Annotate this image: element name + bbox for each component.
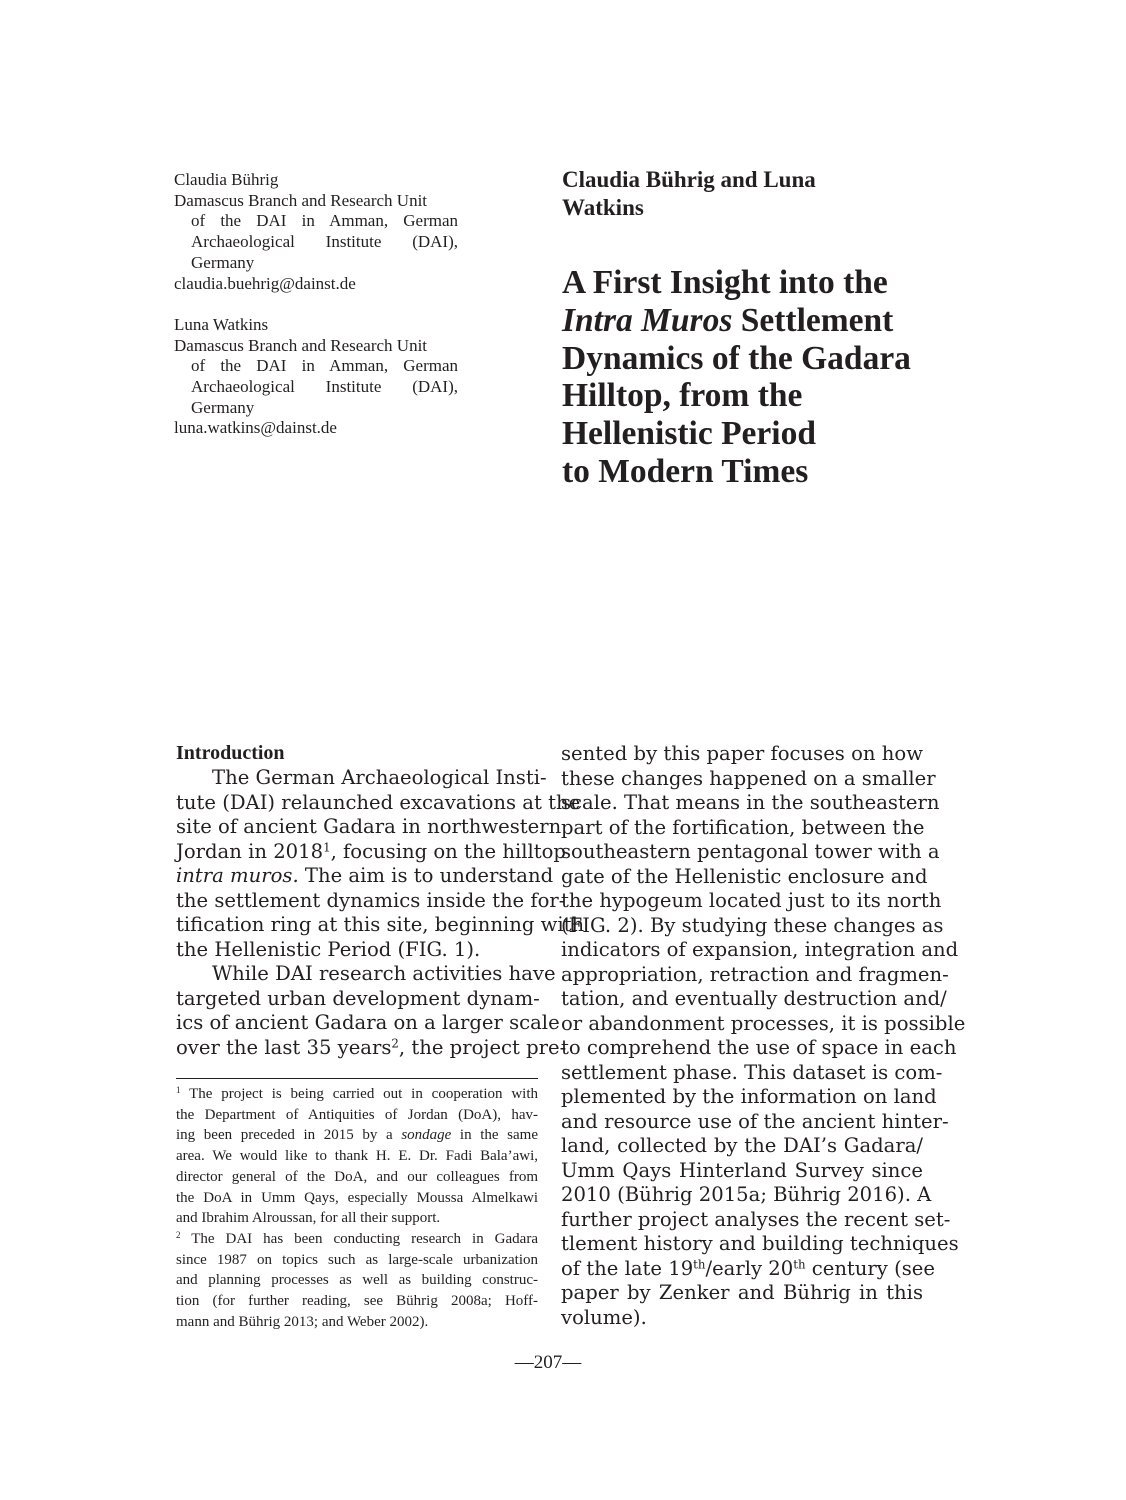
- body-line: tification ring at this site, beginning with: [176, 913, 585, 936]
- superscript: th: [793, 1257, 806, 1272]
- text-run: The DAI has been conducting research in Gadara: [180, 1230, 538, 1247]
- authors-header-line: Watkins: [562, 195, 644, 220]
- title-italic: Intra Muros: [562, 301, 733, 339]
- footnote-line: and planning processes as well as building construc-: [176, 1272, 538, 1289]
- right-column: [561, 742, 966, 1330]
- footnote-ref[interactable]: 1: [323, 840, 331, 855]
- title-line: [562, 302, 942, 340]
- footnote-line: mann and Bührig 2013; and Weber 2002).: [176, 1313, 429, 1330]
- body-line: tute (DAI) relaunched excavations at the: [176, 790, 581, 814]
- italic-term: sondage: [401, 1127, 452, 1144]
- footnote-marker: 1: [176, 1085, 181, 1096]
- title-line: A First Insight into the: [562, 264, 888, 301]
- body-line: the Hellenistic Period (FIG. 1).: [176, 937, 481, 961]
- body-line: southeastern pentagonal tower with a: [561, 840, 940, 863]
- footnotes: [176, 1084, 538, 1332]
- body-line: Umm Qays Hinterland Survey since: [561, 1158, 923, 1182]
- body-line: the hypogeum located just to its north: [561, 889, 942, 912]
- title-line: Hellenistic Period: [562, 415, 816, 453]
- authors-header: [562, 166, 922, 222]
- footnote-line: [176, 1229, 538, 1250]
- body-line: While DAI research activities have: [212, 962, 556, 985]
- text-run: century (see: [805, 1256, 935, 1280]
- article-title: [562, 264, 942, 491]
- body-line: plemented by the information on land: [561, 1085, 937, 1108]
- body-line: [561, 1256, 935, 1282]
- title-line: Dynamics of the Gadara: [562, 339, 911, 377]
- footnote-line: the Department of Antiquities of Jordan (DoA), hav-: [176, 1106, 538, 1123]
- body-line: and resource use of the ancient hinter-: [561, 1109, 949, 1133]
- body-line: further project analyses the recent set-: [561, 1207, 951, 1231]
- body-line: tation, and eventually destruction and/: [561, 987, 947, 1010]
- body-line: settlement phase. This dataset is com-: [561, 1060, 943, 1084]
- footnote-line: area. We would like to thank H. E. Dr. Fadi Bala’awi,: [176, 1148, 538, 1165]
- body-line: indicators of expansion, integration and: [561, 938, 959, 961]
- affiliation-line: Germany: [191, 397, 255, 417]
- body-line: [176, 1035, 567, 1061]
- left-column: [176, 766, 585, 1060]
- author-name: Luna Watkins: [174, 314, 269, 334]
- title-line-rest: Settlement: [732, 301, 894, 339]
- text-run: ing been preceded in 2015 by a: [176, 1127, 402, 1144]
- text-run: The project is being carried out in cooperation with: [180, 1086, 538, 1102]
- text-run: of the late 19: [561, 1256, 694, 1280]
- affiliation-watkins: [174, 315, 458, 439]
- footnote-line: director general of the DoA, and our colleagues from: [176, 1168, 538, 1185]
- body-line: gate of the Hellenistic enclosure and: [561, 864, 928, 888]
- body-line: [176, 839, 566, 865]
- footnote-line: the DoA in Umm Qays, especially Moussa Almelkawi: [176, 1189, 538, 1206]
- body-line: (FIG. 2). By studying these changes as: [561, 913, 944, 937]
- affiliation-buehrig: [174, 170, 458, 294]
- section-heading: Introduction: [176, 742, 285, 764]
- body-line: ics of ancient Gadara on a larger scale: [176, 1011, 560, 1034]
- affiliation-line: of the DAI in Amman, German: [191, 211, 458, 231]
- body-line: scale. That means in the southeastern: [561, 791, 940, 814]
- title-line: Hilltop, from the: [562, 377, 803, 415]
- author-email[interactable]: luna.watkins@dainst.de: [174, 418, 337, 438]
- footnote-line: and Ibrahim Alroussan, for all their support.: [176, 1210, 441, 1227]
- page-number: —207—: [514, 1352, 582, 1373]
- body-line: The German Archaeological Insti-: [212, 766, 547, 789]
- body-line: volume).: [561, 1305, 647, 1329]
- superscript: th: [693, 1257, 706, 1272]
- text-run: over the last 35 years: [176, 1035, 392, 1059]
- body-line: these changes happened on a smaller: [561, 766, 936, 790]
- affiliation-line: Germany: [191, 252, 255, 272]
- body-line: tlement history and building techniques: [561, 1232, 959, 1255]
- affiliations: [174, 170, 458, 439]
- body-line: the settlement dynamics inside the for-: [176, 888, 566, 912]
- footnote-line: tion (for further reading, see Bührig 2008a; Hoff-: [176, 1293, 538, 1310]
- body-line: part of the fortification, between the: [561, 815, 925, 839]
- body-line: [176, 864, 554, 889]
- body-line: land, collected by the DAI’s Gadara/: [561, 1134, 923, 1157]
- author-name: Claudia Bührig: [174, 170, 279, 189]
- affiliation-line: Damascus Branch and Research Unit: [174, 190, 428, 210]
- body-line: targeted urban development dynam-: [176, 986, 540, 1010]
- text-run: , focusing on the hilltop: [330, 839, 566, 863]
- authors-header-line: Claudia Bührig and Luna: [562, 167, 816, 192]
- text-run: /early 20: [705, 1256, 794, 1280]
- body-line: site of ancient Gadara in northwestern: [176, 815, 562, 838]
- text-run: Jordan in 2018: [176, 839, 324, 863]
- footnote-line: [176, 1084, 538, 1105]
- footnote-line: [176, 1125, 538, 1146]
- text-run: in the same: [451, 1127, 538, 1144]
- footnote-ref[interactable]: 2: [391, 1036, 399, 1051]
- text-run: , the project pre-: [398, 1035, 567, 1059]
- text-run: The aim is to understand: [298, 864, 554, 887]
- footnote-line: since 1987 on topics such as large-scale urbanization: [176, 1251, 538, 1268]
- affiliation-line: of the DAI in Amman, German: [191, 356, 458, 376]
- body-line: paper by Zenker and Bührig in this: [561, 1281, 923, 1304]
- title-line: to Modern Times: [562, 452, 809, 490]
- italic-term: intra muros.: [176, 864, 299, 887]
- affiliation-line: Archaeological Institute (DAI),: [191, 232, 458, 252]
- author-email[interactable]: claudia.buehrig@dainst.de: [174, 273, 356, 293]
- body-line: appropriation, retraction and fragmen-: [561, 962, 949, 986]
- body-line: to comprehend the use of space in each: [561, 1036, 957, 1059]
- footnote-separator: [176, 1078, 538, 1079]
- body-line: or abandonment processes, it is possible: [561, 1011, 966, 1035]
- affiliation-line: Damascus Branch and Research Unit: [174, 335, 428, 355]
- footnote-marker: 2: [176, 1229, 181, 1240]
- body-line: 2010 (Bührig 2015a; Bührig 2016). A: [561, 1183, 932, 1206]
- affiliation-line: Archaeological Institute (DAI),: [191, 377, 458, 397]
- body-line: sented by this paper focuses on how: [561, 742, 923, 765]
